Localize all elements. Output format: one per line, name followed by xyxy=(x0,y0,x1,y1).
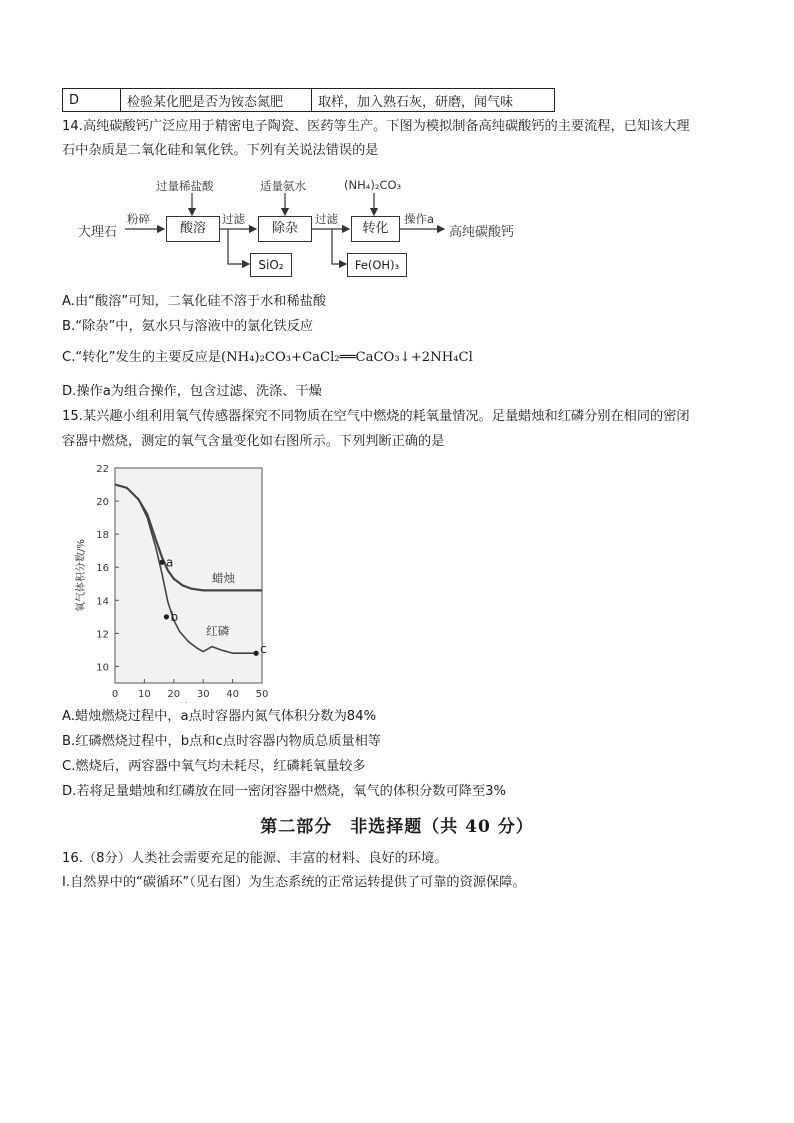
data-point xyxy=(159,560,164,565)
y-tick-label: 14 xyxy=(96,596,109,608)
q14-stem-line1: 14.高纯碳酸钙广泛应用于精密电子陶瓷、医药等生产。下图为模拟制备高纯碳酸钙的主要流程，已知该大理 xyxy=(62,119,690,134)
flow-op-a: 操作a xyxy=(404,212,435,226)
flow-arrows xyxy=(0,0,794,290)
flow-residue-sio2: SiO₂ xyxy=(250,253,292,277)
q15-option-b: B.红磷燃烧过程中，b点和c点时容器内物质总质量相等 xyxy=(62,734,381,749)
y-tick-label: 18 xyxy=(96,530,109,542)
flow-start: 大理石 xyxy=(78,225,118,240)
flow-diagram xyxy=(0,0,794,290)
option-method: 取样，加入熟石灰，研磨，闻气味 xyxy=(312,89,555,112)
q16-stem: 16.（8分）人类社会需要充足的能源、丰富的材料、良好的环境。 xyxy=(62,851,448,866)
x-tick-label: 40 xyxy=(226,689,239,700)
x-tick-label: 10 xyxy=(138,689,151,700)
section-title: 第二部分 非选择题（共 40 分） xyxy=(260,817,534,837)
flow-residue-feoh3: Fe(OH)₃ xyxy=(347,253,407,277)
data-point xyxy=(164,614,169,619)
flow-box-purify: 除杂 xyxy=(258,216,312,242)
flow-box-convert: 转化 xyxy=(351,216,400,242)
plot-area xyxy=(115,468,262,683)
flow-product: 高纯碳酸钙 xyxy=(449,225,515,240)
q15-stem-line1: 15.某兴趣小组利用氧气传感器探究不同物质在空气中燃烧的耗氧量情况。足量蜡烛和红磷分别在相同的密闭 xyxy=(62,409,690,424)
x-tick-label: 0 xyxy=(111,689,119,700)
flow-box-acid: 酸溶 xyxy=(166,216,220,242)
x-tick-label: 30 xyxy=(196,689,210,700)
point-label: b xyxy=(170,609,179,624)
flow-reagent3: (NH₄)₂CO₃ xyxy=(344,178,402,192)
q14-option-a: A.由“酸溶”可知，二氧化硅不溶于水和稀盐酸 xyxy=(62,294,327,309)
flow-filter1: 过滤 xyxy=(222,212,245,226)
q14-option-b: B.“除杂”中，氨水只与溶液中的氯化铁反应 xyxy=(62,319,314,334)
q15-option-c: C.燃烧后，两容器中氧气均未耗尽，红磷耗氧量较多 xyxy=(62,759,366,774)
series-label: 红磷 xyxy=(206,624,230,639)
y-tick-label: 20 xyxy=(96,497,109,509)
point-label: a xyxy=(166,555,174,570)
q14-option-c-prefix: C.“转化”发生的主要反应是 xyxy=(62,350,221,365)
series-label: 蜡烛 xyxy=(212,571,236,586)
option-test: 检验某化肥是否为铵态氮肥 xyxy=(121,89,312,112)
flow-reagent1: 过量稀盐酸 xyxy=(156,179,214,193)
q15-option-d: D.若将足量蜡烛和红磷放在同一密闭容器中燃烧，氧气的体积分数可降至3% xyxy=(62,784,507,799)
x-axis-label xyxy=(173,701,203,703)
q14-option-c xyxy=(62,349,473,367)
y-tick-label: 22 xyxy=(96,464,109,475)
oxygen-chart xyxy=(70,458,280,703)
y-tick-label: 16 xyxy=(96,563,109,575)
q14-stem-line2: 石中杂质是二氧化硅和氧化铁。下列有关说法错误的是 xyxy=(62,143,379,158)
data-point xyxy=(254,651,259,656)
flow-reagent2: 适量氨水 xyxy=(260,179,306,193)
q16-part1: Ⅰ.自然界中的“碳循环”（见右图）为生态系统的正常运转提供了可靠的资源保障。 xyxy=(62,875,526,890)
flow-filter2: 过滤 xyxy=(315,212,338,226)
x-tick-label: 50 xyxy=(255,689,269,700)
q14-option-c-equation: (NH₄)₂CO₃+CaCl₂══CaCO₃↓+2NH₄Cl xyxy=(220,350,473,365)
y-axis-label: 氧气体积分数/% xyxy=(76,539,87,612)
q15-stem-line2: 容器中燃烧，测定的氧气含量变化如右图所示。下列判断正确的是 xyxy=(62,434,445,449)
q14-option-d: D.操作a为组合操作，包含过滤、洗涤、干燥 xyxy=(62,384,322,399)
option-letter: D xyxy=(63,89,121,112)
flow-grind-label: 粉碎 xyxy=(127,212,150,226)
x-tick-label: 20 xyxy=(167,689,181,700)
y-tick-label: 10 xyxy=(96,662,109,674)
oxygen-chart-svg xyxy=(70,458,280,703)
y-tick-label: 12 xyxy=(96,629,109,641)
point-label: c xyxy=(260,642,267,657)
q15-option-a: A.蜡烛燃烧过程中，a点时容器内氮气体积分数为84% xyxy=(62,709,377,724)
